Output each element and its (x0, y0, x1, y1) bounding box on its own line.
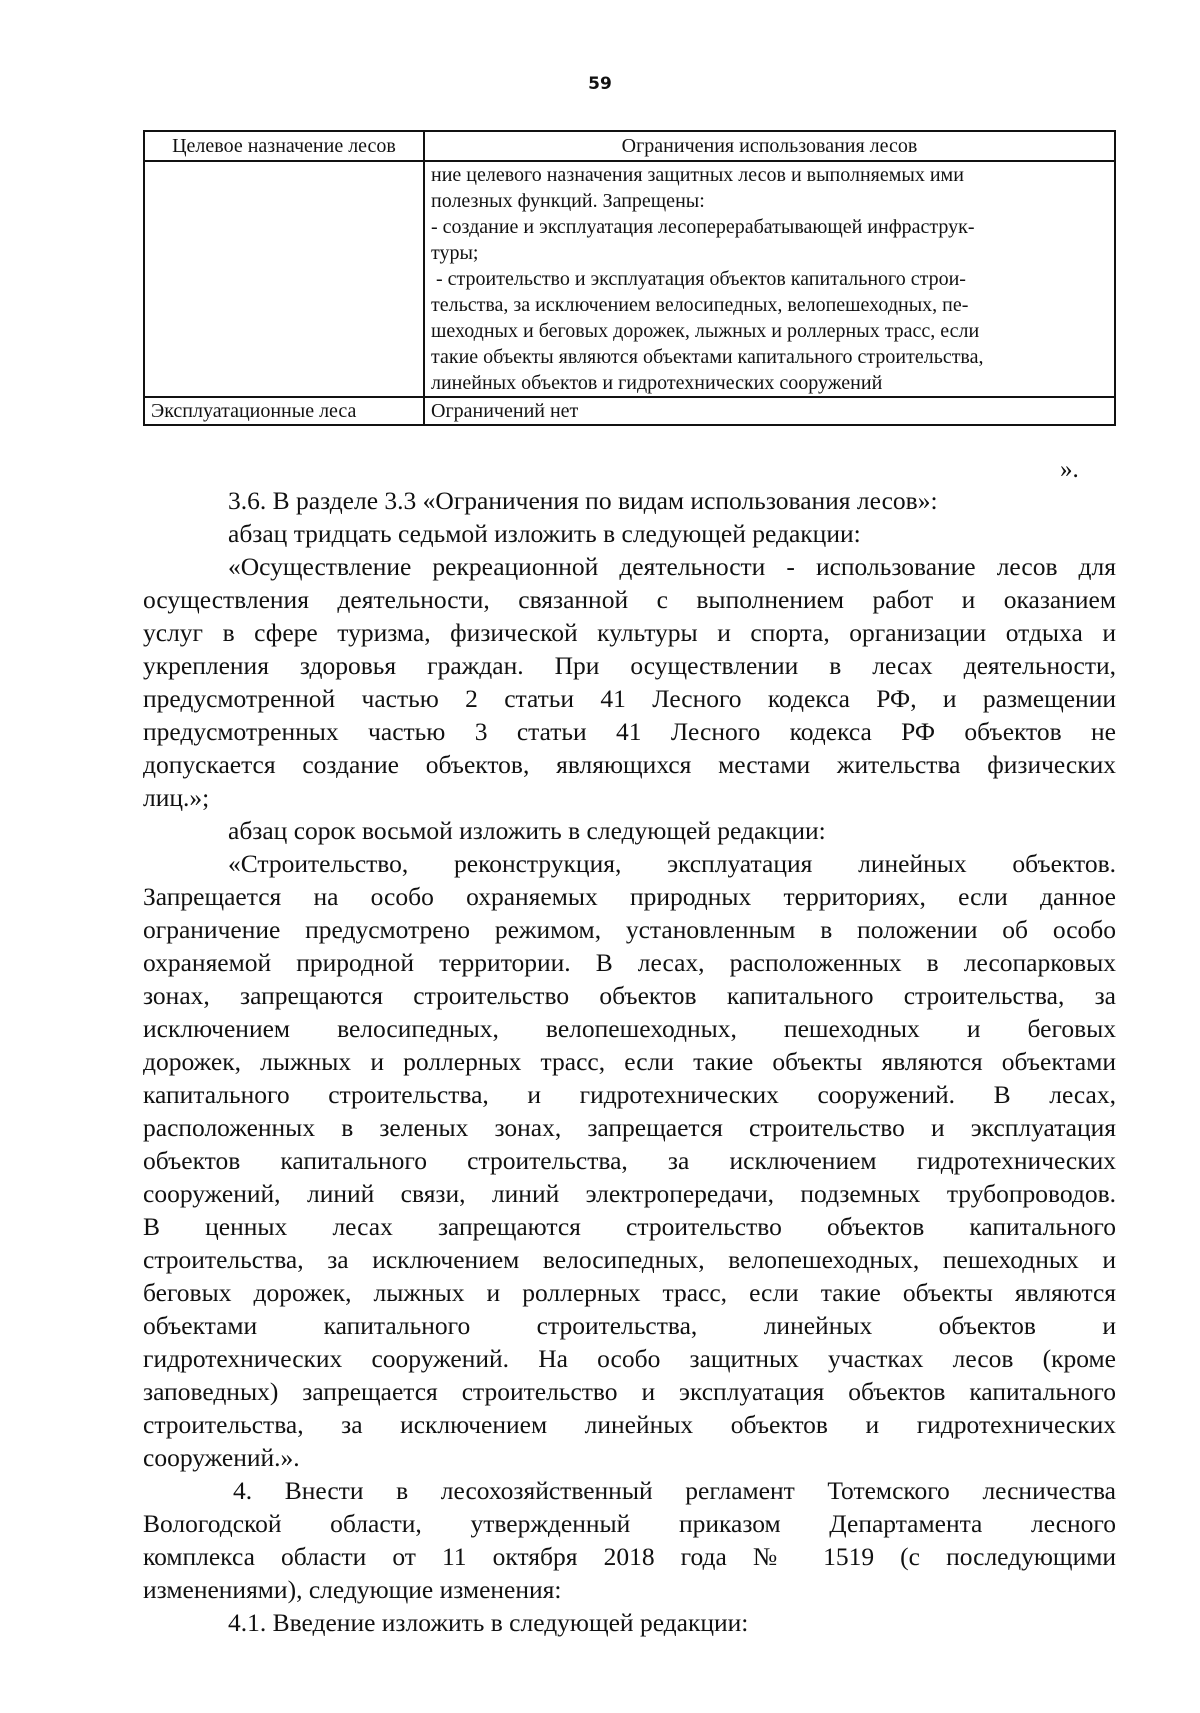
cell-line: ние целевого назначения защитных лесов и выполняемых ими (431, 164, 964, 186)
text-line: объектов капитального строительства, за исключением гидротехнических (143, 1146, 1116, 1175)
table-cell-restrictions (424, 161, 1115, 397)
text-line: зонах, запрещаются строительство объектов капитального строительства, за (143, 981, 1116, 1010)
text-line: капитального строительства, и гидротехнических сооружений. В лесах, (143, 1080, 1116, 1109)
table-cell-forest-type: Эксплуатационные леса (144, 397, 424, 425)
text-line: предусмотренных частью 3 статьи 41 Лесного кодекса РФ объектов не (143, 717, 1116, 746)
document-body (143, 484, 1116, 1639)
text-line: укрепления здоровья граждан. При осуществлении в лесах деятельности, (143, 651, 1116, 680)
text-line: комплекса области от 11 октября 2018 года № 1519 (с последующими (143, 1542, 1116, 1571)
cell-line: - строительство и эксплуатация объектов капитального строи- (431, 268, 966, 290)
text-line: сооружений.». (143, 1443, 300, 1472)
text-line: допускается создание объектов, являющихся местами жительства физических (143, 750, 1116, 779)
text-line: беговых дорожек, лыжных и роллерных трасс, если такие объекты являются (143, 1278, 1116, 1307)
text-line: предусмотренной частью 2 статьи 41 Лесного кодекса РФ, и размещении (143, 684, 1116, 713)
text-line: дорожек, лыжных и роллерных трасс, если такие объекты являются объектами (143, 1047, 1116, 1076)
header-forest-purpose: Целевое назначение лесов (144, 131, 424, 161)
text-line: исключением велосипедных, велопешеходных, пешеходных и беговых (143, 1014, 1116, 1043)
page-number: 59 (588, 74, 612, 94)
cell-line: - создание и эксплуатация лесоперерабатывающей инфраструк- (431, 216, 975, 238)
text-line: расположенных в зеленых зонах, запрещается строительство и эксплуатация (143, 1113, 1116, 1142)
text-line: услуг в сфере туризма, физической культуры и спорта, организации отдыха и (143, 618, 1116, 647)
text-line: абзац тридцать седьмой изложить в следующей редакции: (228, 519, 861, 548)
table-row (144, 397, 1115, 425)
closing-quote: ». (1060, 456, 1079, 483)
table-header-row (144, 131, 1115, 161)
text-line: заповедных) запрещается строительство и эксплуатация объектов капитального (143, 1377, 1116, 1406)
text-line: «Строительство, реконструкция, эксплуатация линейных объектов. (228, 849, 1116, 878)
cell-line: туры; (431, 242, 479, 264)
text-line: гидротехнических сооружений. На особо защитных участках лесов (кроме (143, 1344, 1116, 1373)
text-line: сооружений, линий связи, линий электропередачи, подземных трубопроводов. (143, 1179, 1116, 1208)
text-line: изменениями), следующие изменения: (143, 1575, 562, 1604)
text-line: охраняемой природной территории. В лесах, расположенных в лесопарковых (143, 948, 1116, 977)
table-row (144, 161, 1115, 397)
text-line: Запрещается на особо охраняемых природных территориях, если данное (143, 882, 1116, 911)
text-line: 3.6. В разделе 3.3 «Ограничения по видам использования лесов»: (228, 486, 938, 515)
cell-line: линейных объектов и гидротехнических сооружений (431, 372, 883, 394)
table-cell-restriction-value: Ограничений нет (424, 397, 1115, 425)
table-cell-empty (144, 161, 424, 397)
cell-line: такие объекты являются объектами капитального строительства, (431, 346, 984, 368)
header-usage-restrictions: Ограничения использования лесов (424, 131, 1115, 161)
cell-line: тельства, за исключением велосипедных, велопешеходных, пе- (431, 294, 969, 316)
text-line: абзац сорок восьмой изложить в следующей редакции: (228, 816, 826, 845)
text-line: ограничение предусмотрено режимом, установленным в положении об особо (143, 915, 1116, 944)
text-line: лиц.»; (143, 783, 210, 812)
text-line: объектами капитального строительства, линейных объектов и (143, 1311, 1116, 1340)
forest-restrictions-table (143, 130, 1116, 426)
cell-line: шеходных и беговых дорожек, лыжных и роллерных трасс, если (431, 320, 980, 342)
cell-line: полезных функций. Запрещены: (431, 190, 705, 212)
text-line: В ценных лесах запрещаются строительство объектов капитального (143, 1212, 1116, 1241)
text-line: строительства, за исключением линейных объектов и гидротехнических (143, 1410, 1116, 1439)
text-line: строительства, за исключением велосипедных, велопешеходных, пешеходных и (143, 1245, 1116, 1274)
text-line: 4. Внести в лесохозяйственный регламент Тотемского лесничества (233, 1476, 1116, 1505)
text-line: 4.1. Введение изложить в следующей редакции: (228, 1608, 749, 1637)
text-line: «Осуществление рекреационной деятельности - использование лесов для (228, 552, 1116, 581)
text-line: осуществления деятельности, связанной с выполнением работ и оказанием (143, 585, 1116, 614)
text-line: Вологодской области, утвержденный приказом Департамента лесного (143, 1509, 1116, 1538)
